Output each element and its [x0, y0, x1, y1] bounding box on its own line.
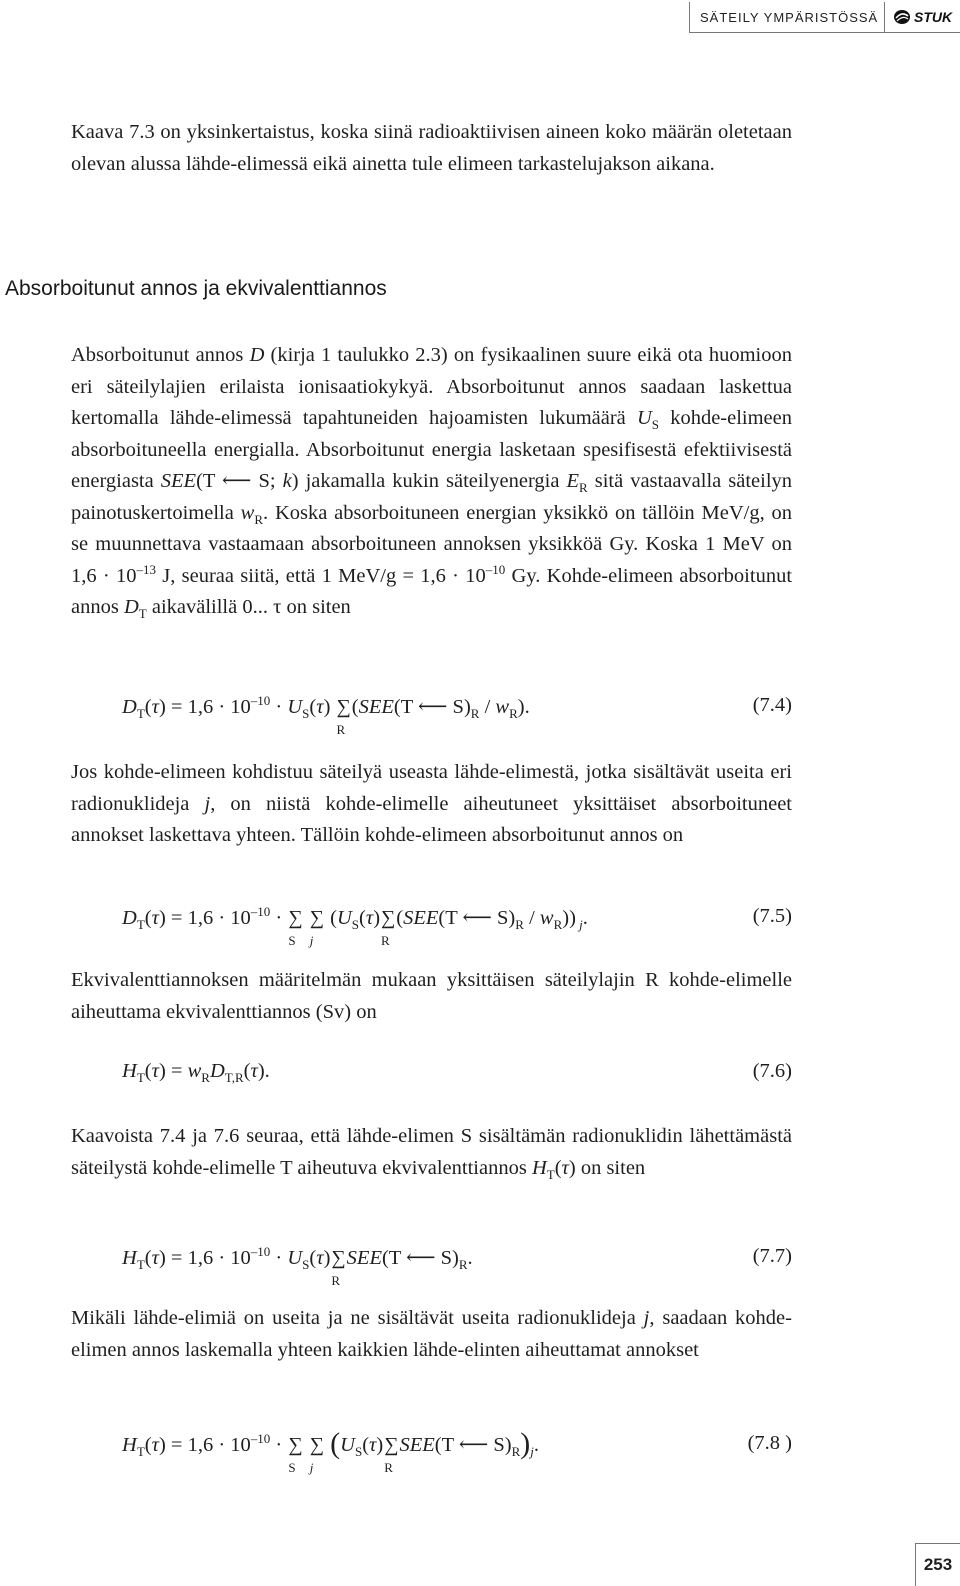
equation-7-8-expression: $H_T(\tau) = 1,6 \cdot 10^{-10}$ · ∑ S ∑ j ($U_S(\tau)\sum$ R SEE(T ⟵ $S)_R)_j$. [122, 1427, 540, 1475]
equation-7-6-expression: $H_T(\tau) = w_RD_{T,R}(\tau)$. [122, 1060, 270, 1086]
stuk-logo-text: STUK [914, 9, 953, 25]
stuk-logo-icon [893, 9, 911, 25]
equation-number: (7.7) [752, 1245, 792, 1267]
equation-number: (7.8 ) [747, 1432, 792, 1454]
equation-7-5-expression: $D_T(\tau) = 1,6 \cdot 10^{-10}$ · ∑ S ∑ j ($U_S(\tau)\sum$ R (SEE(T ⟵ $S)_R / w_R$)) $_j$. [122, 904, 588, 948]
equation-7-7-expression: $H_T(\tau) = 1,6 \cdot 10^{-10} \cdot U_S(\tau)\sum$ R SEE(T ⟵ $S)_R$. [122, 1244, 473, 1288]
equation-number: (7.5) [752, 905, 792, 927]
equation-7-6 [122, 1060, 792, 1100]
equation-7-8 [122, 1427, 792, 1475]
page-number: 253 [915, 1543, 960, 1586]
equation-number: (7.4) [752, 694, 792, 716]
equation-7-4-expression: $D_T(\tau) = 1,6 \cdot 10^{-10} \cdot U_S(\tau)$ ∑ R (SEE(T ⟵ $S)_R / w_R$). [122, 693, 530, 737]
running-header [689, 2, 960, 33]
paragraph-intro: Kaava 7.3 on yksinkertaistus, koska siinä radioaktiivisen aineen koko määrän oletetaan olevan alussa lähde-elimessä eikä ainetta tule elimeen tarkastelujakson aikana. [71, 121, 792, 175]
equation-7-5 [122, 904, 792, 948]
running-header-title: SÄTEILY YMPÄRISTÖSSÄ [700, 9, 879, 25]
section-heading: Absorboitunut annos ja ekvivalenttiannos [5, 277, 387, 300]
paragraph-multiple-sources: Jos kohde-elimeen kohdistuu säteilyä useasta lähde-elimestä, jotka sisältävät useita eri radionuklideja j, on niistä kohde-elimelle aiheutuneet yksittäiset absorboituneet annokset laskettava yhteen. Tällöin kohde-elimeen absorboitunut annos on [71, 761, 793, 846]
stuk-logo [885, 9, 952, 25]
equation-7-4 [122, 693, 792, 737]
paragraph-several-sources: Mikäli lähde-elimiä on useita ja ne sisältävät useita radionuklideja j, saadaan kohde-elimen annos laskemalla yhteen kaikkien lähde-elinten aiheuttamat annokset [71, 1307, 792, 1361]
equation-7-7 [122, 1244, 792, 1288]
paragraph-formulas-combined: Kaavoista 7.4 ja 7.6 seuraa, että lähde-elimen S sisältämän radionuklidin lähettämästä säteilystä kohde-elimelle T aiheutuva ekvivalenttiannos $H_T(\tau)$ on siten [71, 1125, 792, 1182]
equation-number: (7.6) [752, 1060, 792, 1082]
paragraph-equivalent-dose: Ekvivalenttiannoksen määritelmän mukaan yksittäisen säteilylajin R kohde-elimelle aiheuttama ekvivalenttiannos (Sv) on [71, 969, 792, 1023]
paragraph-absorbed-dose: Absorboitunut annos D (kirja 1 taulukko 2.3) on fysikaalinen suure eikä ota huomioon eri säteilylajien erilaista ionisaatiokykyä. Absorboitunut annos saadaan laskettua kertomalla lähde-elimessä tapahtuneiden hajoamisten lukumäärä $U_S$ kohde-elimeen absorboituneella energialla. Absorboitunut energia lasketaan spesifisestä efektiivisestä energiasta SEE(T ⟵ S; k) jakamalla kukin säteilyenergia $E_R$ sitä vastaavalla säteilyn painotuskertoimella $w_R$. Koska absorboituneen energian yksikkö on tällöin MeV/g, on se muunnettava vastaamaan absorboituneen annoksen yksikköä Gy. Koska 1 MeV on $1,6 \cdot 10^{-13}$ J, seuraa siitä, että 1 $MeV/g = 1,6 \cdot 10^{-10}$ Gy. Kohde-elimeen absorboitunut annos $D_T$ aikavälillä 0... τ on siten [71, 344, 793, 622]
